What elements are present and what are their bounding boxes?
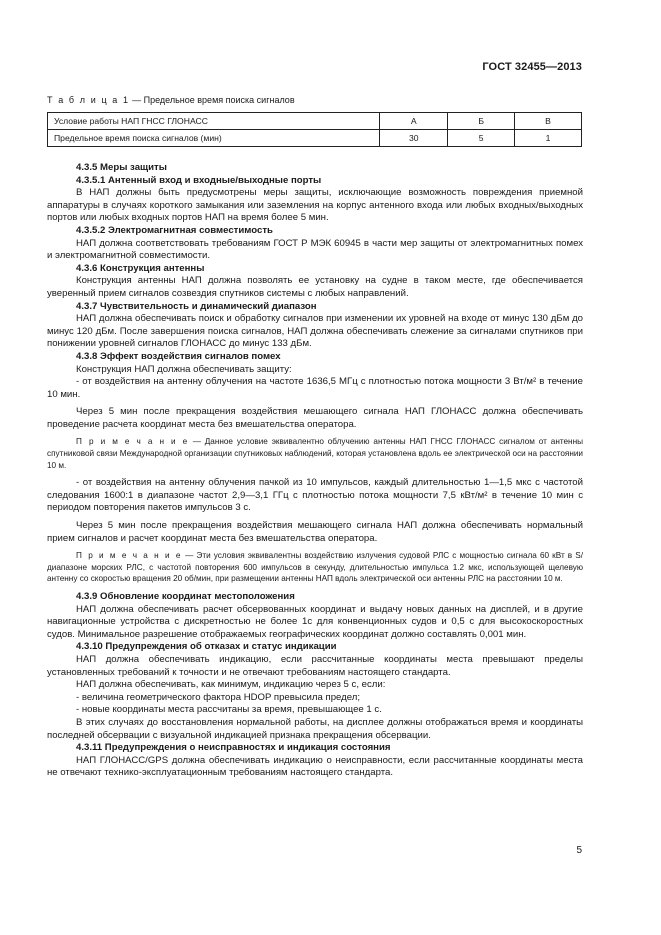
table-row xyxy=(48,130,582,147)
note-text: — Данное условие эквивалентно облучению антенны НАП ГНСС ГЛОНАСС сигналом от антенны спутниковой связи Международной организации спутниковых наблюдений, которая установлена вдоль ее электрической оси на расстоянии 10 м. xyxy=(47,437,583,470)
table-cell: Предельное время поиска сигналов (мин) xyxy=(48,130,380,147)
table-cell: В xyxy=(515,113,582,130)
section-heading: 4.3.10 Предупреждения об отказах и статус индикации xyxy=(76,641,337,653)
table-caption xyxy=(47,95,295,105)
section-heading: 4.3.5.1 Антенный вход и входные/выходные порты xyxy=(76,174,322,186)
table-caption-prefix: Т а б л и ц а 1 xyxy=(47,95,130,105)
page-number: 5 xyxy=(576,845,582,856)
note-paragraph xyxy=(47,550,583,585)
body-paragraph: Конструкция НАП должна обеспечивать защиту: xyxy=(76,363,292,375)
table-cell: Б xyxy=(448,113,515,130)
body-paragraph: Через 5 мин после прекращения воздействия мешающего сигнала НАП ГЛОНАСС должна обеспечивать проведение расчета координат места без вмешательства оператора. xyxy=(47,406,583,430)
body-paragraph: НАП должна обеспечивать, как минимум, индикацию через 5 с, если: xyxy=(76,679,386,691)
note-text: — Эти условия эквивалентны воздействию излучения судовой РЛС с мощностью сигнала 60 кВт в S/диапазоне морских РЛС, с частотой повторения 600 импульсов в секунду, длительностью импульса 1.2 мкс, использующей щелевую антенну со скоростью вращения 20 об/мин, при размещении антенны НАП вдоль электрической оси антенны РЛС на расстоянии 10 м. xyxy=(47,551,583,584)
section-heading: 4.3.5 Меры защиты xyxy=(76,162,167,173)
table-caption-text: — Предельное время поиска сигналов xyxy=(129,95,295,105)
document-body xyxy=(47,162,583,780)
body-paragraph: - величина геометрического фактора HDOP превысила предел; xyxy=(76,691,361,703)
body-paragraph: Конструкция антенны НАП должна позволять ее установку на судне в таком месте, где обеспечивается уверенный прием сигналов созвездия спутников системы с любых направлений. xyxy=(47,275,583,299)
body-paragraph: НАП ГЛОНАСС/GPS должна обеспечивать индикацию о неисправности, если рассчитанные координаты места не отвечают технико-эксплуатационным требованиям настоящего стандарта. xyxy=(47,754,583,779)
section-heading: 4.3.9 Обновление координат местоположения xyxy=(76,591,295,602)
section-heading: 4.3.6 Конструкция антенны xyxy=(76,262,205,274)
note-label: П р и м е ч а н и е xyxy=(76,437,189,447)
table-cell: 5 xyxy=(448,130,515,147)
section-heading: 4.3.11 Предупреждения о неисправностях и индикация состояния xyxy=(76,742,391,754)
section-heading: 4.3.8 Эффект воздействия сигналов помех xyxy=(76,350,281,362)
body-paragraph: НАП должна обеспечивать расчет обсервованных координат и выдачу новых данных на дисплей, и в другие навигационные устройства с дискретностью не более 1с для конвенционных судов и 0,5 с для высокоскоростных судов. Минимальное разрешение отображаемых географических координат должно составлять 0,001 мин. xyxy=(47,603,583,640)
body-paragraph: В этих случаях до восстановления нормальной работы, на дисплее должны отображаться время и координаты последней обсервации с визуальной индикацией признака прекращения обсервации. xyxy=(47,716,583,741)
table-cell: А xyxy=(380,113,448,130)
body-paragraph: НАП должна соответствовать требованиям ГОСТ Р МЭК 60945 в части мер защиты от электромагнитных помех и электромагнитной совместимости. xyxy=(47,237,583,262)
body-paragraph: В НАП должны быть предусмотрены меры защиты, исключающие возможность повреждения приемной аппаратуры в случаях короткого замыкания или заземления на корпус антенного входа или любых входных/выходных портов или любых входных портов НАП на время более 5 мин. xyxy=(47,187,583,224)
table-row xyxy=(48,113,582,130)
section-heading: 4.3.7 Чувствительность и динамический диапазон xyxy=(76,300,317,312)
body-paragraph: НАП должна обеспечивать поиск и обработку сигналов при изменении их уровней на входе от минус 130 дБм до минус 120 дБм. После завершения поиска сигналов, НАП должна обеспечивать слежение за сигналами спутников при понижении уровней сигналов ГЛОНАСС до минус 133 дБм. xyxy=(47,313,583,350)
body-paragraph: - от воздействия на антенну облучения на частоте 1636,5 МГц с плотностью потока мощности 3 Вт/м² в течение 10 мин. xyxy=(47,376,583,400)
note-label: П р и м е ч а н и е xyxy=(76,551,183,561)
search-time-table xyxy=(47,112,582,147)
body-paragraph: Через 5 мин после прекращения воздействия мешающего сигнала НАП должна обеспечивать нормальный прием сигналов и расчет координат места без вмешательства оператора. xyxy=(47,520,583,544)
section-heading: 4.3.5.2 Электромагнитная совместимость xyxy=(76,224,273,236)
table-cell: 1 xyxy=(515,130,582,147)
body-paragraph: - от воздействия на антенну облучения пачкой из 10 импульсов, каждый длительностью 1—1,5 мкс с частотой следования 1600:1 в диапазоне частот 2,9—3,1 ГГц с плотностью потока мощности 7,5 кВт/м² в течение 10 мин с периодом повторения пакетов импульсов 3 с. xyxy=(47,477,583,514)
document-header: ГОСТ 32455—2013 xyxy=(482,61,582,73)
body-paragraph: - новые координаты места рассчитаны за время, превышающее 1 с. xyxy=(76,704,382,716)
note-paragraph xyxy=(47,436,583,471)
table-cell: Условие работы НАП ГНСС ГЛОНАСС xyxy=(48,113,380,130)
table-cell: 30 xyxy=(380,130,448,147)
body-paragraph: НАП должна обеспечивать индикацию, если рассчитанные координаты места превышают пределы установленных требований к точности и не отвечают требованиям настоящего стандарта. xyxy=(47,653,583,678)
